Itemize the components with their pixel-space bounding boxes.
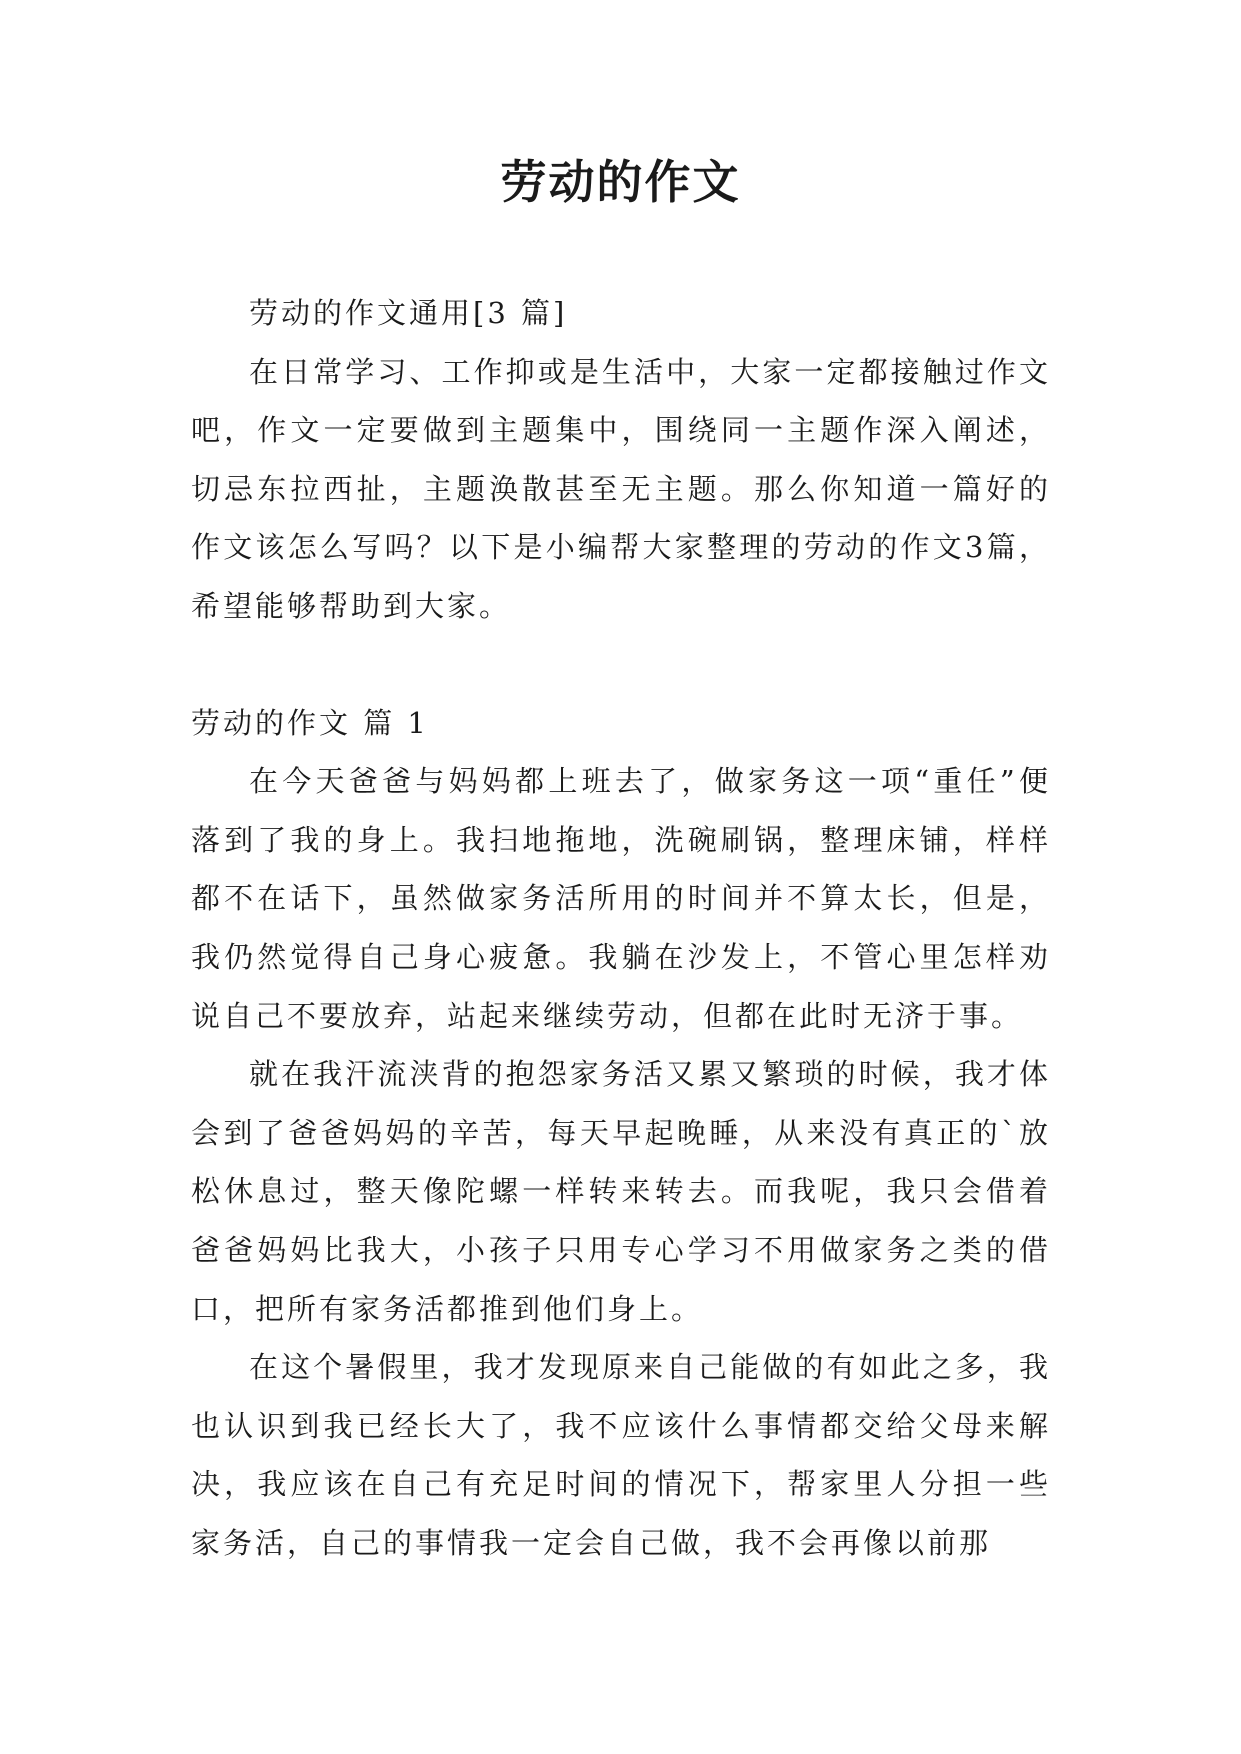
section-heading: 劳动的作文 篇 1 xyxy=(191,705,429,740)
body-paragraph: 在今天爸爸与妈妈都上班去了，做家务这一项“重任”便落到了我的身上。我扫地拖地，洗碗刷锅，整理床铺，样样都不在话下，虽然做家务活所用的时间并不算太长，但是，我仍然觉得自己身心疲惫。我躺在沙发上，不管心里怎样劝说自己不要放弃，站起来继续劳动，但都在此时无济于事。 xyxy=(191,764,1051,1033)
document-subtitle: 劳动的作文通用[3 篇] xyxy=(249,296,568,330)
body-paragraph: 就在我汗流浃背的抱怨家务活又累又繁琐的时候，我才体会到了爸爸妈妈的辛苦，每天早起晚睡，从来没有真正的`放松休息过，整天像陀螺一样转来转去。而我呢，我只会借着爸爸妈妈比我大，小孩子只用专心学习不用做家务之类的借口，把所有家务活都推到他们身上。 xyxy=(191,1057,1051,1326)
body-paragraph: 在这个暑假里，我才发现原来自己能做的有如此之多，我也认识到我已经长大了，我不应该什么事情都交给父母来解决，我应该在自己有充足时间的情况下，帮家里人分担一些家务活，自己的事情我一定会自己做，我不会再像以前那 xyxy=(191,1350,1051,1560)
document-title: 劳动的作文 xyxy=(500,155,741,209)
document-body xyxy=(191,284,1051,1572)
intro-paragraph: 在日常学习、工作抑或是生活中，大家一定都接触过作文吧，作文一定要做到主题集中，围绕同一主题作深入阐述，切忌东拉西扯，主题涣散甚至无主题。那么你知道一篇好的作文该怎么写吗？以下是小编帮大家整理的劳动的作文3篇，希望能够帮助到大家。 xyxy=(191,354,1051,623)
